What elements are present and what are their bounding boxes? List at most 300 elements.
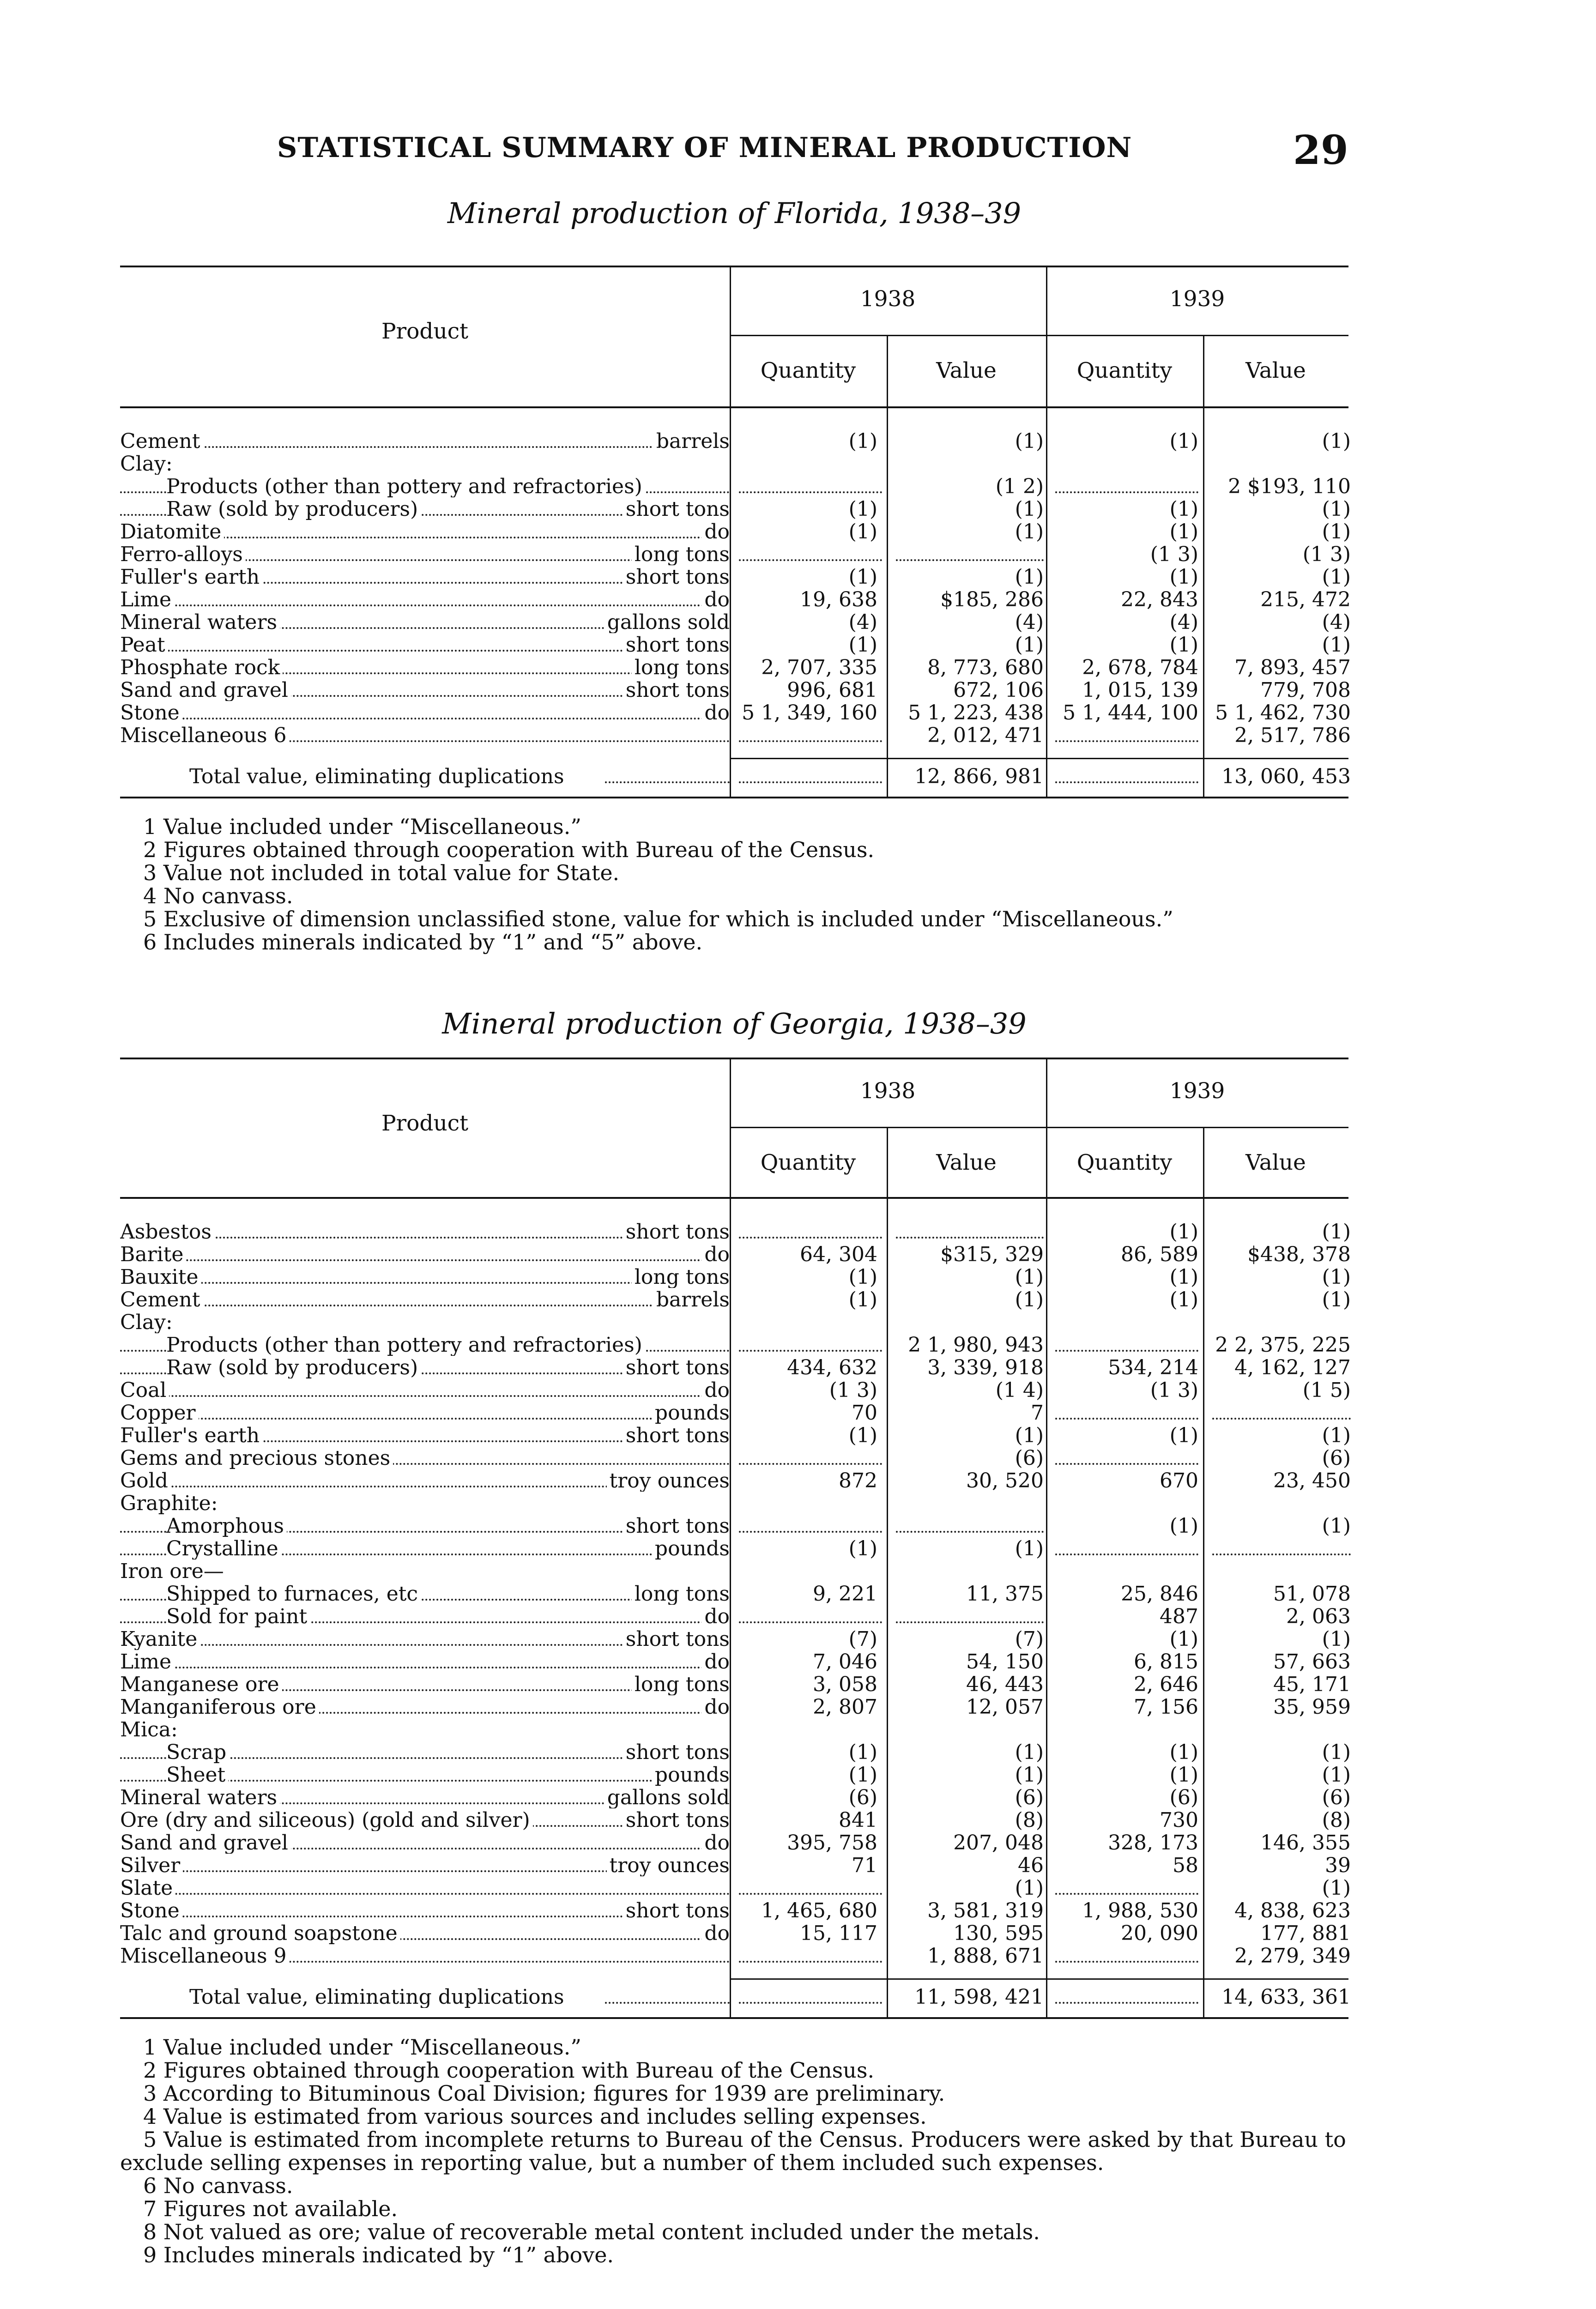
row-unit: short tons	[623, 1808, 730, 1831]
value-cell: 71	[852, 1854, 877, 1877]
footnote: 1 Value included under “Miscellaneous.”	[143, 2035, 581, 2060]
row-unit: pounds	[652, 1401, 730, 1424]
value-cell: (1)	[1169, 1763, 1198, 1787]
row-label: Stone	[120, 701, 182, 724]
row-label: Miscellaneous 6	[120, 724, 290, 746]
value-cell: 4, 162, 127	[1234, 1356, 1351, 1379]
empty-cell-leader	[1055, 1961, 1198, 1963]
total-value-cell: 13, 060, 453	[1221, 765, 1351, 788]
row-unit: barrels	[653, 429, 730, 452]
row-unit: troy ounces	[607, 1469, 730, 1492]
row-label: Lime	[120, 1650, 174, 1673]
row-label: Peat	[120, 633, 168, 656]
value-cell: $438, 378	[1247, 1243, 1351, 1266]
value-cell: (1)	[848, 633, 877, 657]
row-unit: short tons	[623, 678, 730, 701]
value-cell: (1 3)	[1302, 543, 1351, 566]
row-unit: barrels	[653, 1288, 730, 1311]
row-label-cell	[120, 1673, 730, 1695]
row-label-cell	[120, 1582, 730, 1605]
value-cell: (1)	[848, 565, 877, 589]
table-row	[120, 724, 1351, 747]
row-label-cell	[120, 1311, 730, 1333]
table-row	[120, 1537, 1348, 1559]
empty-cell-leader	[1055, 1350, 1198, 1352]
value-cell: (1)	[848, 1424, 877, 1447]
value-cell: (1)	[1015, 1876, 1044, 1900]
row-unit: short tons	[623, 565, 730, 588]
total-label-cell	[120, 765, 730, 787]
row-label: Iron ore—	[120, 1559, 227, 1582]
value-cell: (7)	[848, 1627, 877, 1651]
leader-dots	[605, 781, 730, 783]
table-row	[120, 1944, 1351, 1968]
value-cell: 25, 846	[1121, 1582, 1198, 1606]
value-cell: (1)	[1169, 520, 1198, 544]
row-label: Cement	[120, 1288, 203, 1311]
empty-cell-leader	[739, 1893, 882, 1895]
row-unit: long tons	[632, 543, 730, 565]
table-row	[120, 1627, 1351, 1651]
value-cell: (1)	[1169, 429, 1198, 453]
value-cell: (1)	[1322, 497, 1351, 521]
table-bottom-rule	[120, 797, 1348, 798]
value-cell: (1)	[1015, 1424, 1044, 1447]
value-cell: (1)	[1015, 633, 1044, 657]
value-cell: (6)	[848, 1786, 877, 1809]
row-unit: do	[701, 1243, 730, 1265]
value-cell: (4)	[1322, 610, 1351, 634]
table-caption: Mineral production of Georgia, 1938–39	[442, 1007, 1027, 1040]
table-row	[120, 1899, 1351, 1922]
year-span-rule	[730, 1127, 1348, 1128]
value-cell: 30, 520	[966, 1469, 1044, 1493]
footnote: 4 Value is estimated from various sources and includes selling expenses.	[143, 2104, 927, 2129]
value-cell: (1)	[1322, 633, 1351, 657]
value-cell: (1 3)	[1150, 1378, 1198, 1402]
value-cell: (1)	[1169, 1288, 1198, 1312]
value-cell: (1)	[1169, 1514, 1198, 1538]
row-label: Graphite:	[120, 1492, 221, 1514]
value-cell: (1 3)	[829, 1378, 877, 1402]
row-label-cell	[120, 1876, 730, 1899]
value-cell: 2, 807	[813, 1695, 877, 1719]
empty-cell-leader	[739, 1961, 882, 1963]
row-label: Manganese ore	[120, 1673, 282, 1695]
total-value-cell: 11, 598, 421	[914, 1985, 1044, 2009]
value-cell: 3, 339, 918	[927, 1356, 1044, 1379]
value-cell: (7)	[1015, 1627, 1044, 1651]
value-cell: 487	[1160, 1605, 1198, 1628]
value-cell: 2 $193, 110	[1228, 475, 1351, 498]
row-label-cell	[120, 678, 730, 701]
value-cell: (1)	[1169, 1424, 1198, 1447]
leader-dots	[120, 1259, 730, 1261]
value-cell: (1 3)	[1150, 543, 1198, 566]
value-cell: (1 2)	[995, 475, 1044, 498]
row-label: Sold for paint	[166, 1605, 310, 1627]
year-header-1938: 1938	[860, 1078, 916, 1104]
value-cell: 672, 106	[953, 678, 1044, 702]
quantity-header-1938: Quantity	[760, 1150, 856, 1175]
row-label-cell	[120, 1378, 730, 1401]
value-cell: 15, 117	[800, 1922, 877, 1945]
footnote: 1 Value included under “Miscellaneous.”	[143, 814, 581, 839]
table-row	[120, 633, 1351, 657]
table-row	[120, 610, 1351, 634]
table-row	[120, 1605, 1351, 1628]
row-unit: short tons	[623, 1627, 730, 1650]
value-cell: 64, 304	[800, 1243, 877, 1266]
total-label-cell	[120, 1985, 730, 2008]
row-label-cell	[120, 1650, 730, 1673]
row-label-cell	[120, 1786, 730, 1808]
row-label: Sheet	[166, 1763, 228, 1786]
value-cell: (1)	[1322, 520, 1351, 544]
row-label-cell	[120, 633, 730, 656]
leader-dots	[120, 446, 730, 448]
row-label: Ore (dry and siliceous) (gold and silver)	[120, 1808, 533, 1831]
value-cell: 207, 048	[953, 1831, 1044, 1855]
table-row	[120, 520, 1351, 544]
empty-cell-leader	[739, 559, 882, 561]
value-cell: 730	[1160, 1808, 1198, 1832]
table-row	[120, 497, 1351, 521]
empty-cell-leader	[1055, 740, 1198, 742]
table-row	[120, 1673, 1351, 1696]
value-cell: 7, 156	[1134, 1695, 1198, 1719]
row-label-cell	[120, 1469, 730, 1492]
row-label-cell	[120, 1446, 730, 1469]
table-row	[120, 1718, 1348, 1741]
value-cell: 5 1, 444, 100	[1063, 701, 1198, 725]
row-label: Clay:	[120, 452, 175, 475]
row-label-cell	[120, 701, 730, 724]
value-cell: 9, 221	[813, 1582, 877, 1606]
value-cell: (1)	[1015, 1288, 1044, 1312]
table-row	[120, 1288, 1351, 1312]
product-header: Product	[381, 1111, 468, 1136]
value-cell: $315, 329	[940, 1243, 1044, 1266]
value-cell: (6)	[1322, 1786, 1351, 1809]
quantity-header-1939: Quantity	[1076, 358, 1173, 383]
table-row	[120, 543, 1351, 566]
table-row	[120, 1763, 1351, 1787]
total-label: Total value, eliminating duplications	[189, 1985, 567, 2008]
row-label-cell	[120, 1808, 730, 1831]
row-unit: gallons sold	[605, 610, 730, 633]
table-row	[120, 1695, 1351, 1719]
table-row	[120, 1220, 1351, 1244]
leader-dots	[120, 604, 730, 606]
value-cell: (1)	[1169, 1265, 1198, 1289]
table-row	[120, 1582, 1351, 1606]
row-label-cell	[120, 1922, 730, 1944]
value-cell: 2 2, 375, 225	[1215, 1333, 1351, 1357]
row-unit: long tons	[632, 1582, 730, 1605]
row-label-cell	[120, 1854, 730, 1876]
row-label: Bauxite	[120, 1265, 201, 1288]
value-cell: 11, 375	[966, 1582, 1044, 1606]
value-cell: 177, 881	[1260, 1922, 1351, 1945]
value-cell: 46	[1018, 1854, 1044, 1877]
row-unit: do	[701, 1922, 730, 1944]
row-label: Diatomite	[120, 520, 224, 543]
page-number: 29	[1293, 127, 1348, 174]
value-cell: 7, 046	[813, 1650, 877, 1674]
value-cell: (1)	[1169, 565, 1198, 589]
value-cell: 2, 517, 786	[1234, 724, 1351, 747]
empty-cell-leader	[1055, 2002, 1198, 2004]
value-cell: 3, 581, 319	[927, 1899, 1044, 1922]
value-cell: (1)	[1322, 565, 1351, 589]
table-row	[120, 1831, 1351, 1855]
row-label-cell	[120, 724, 730, 746]
value-cell: 670	[1160, 1469, 1198, 1493]
value-cell: 534, 214	[1108, 1356, 1198, 1379]
total-value-cell: 12, 866, 981	[914, 765, 1044, 788]
row-label: Talc and ground soapstone	[120, 1922, 400, 1944]
empty-cell-leader	[896, 559, 1044, 561]
value-cell: (1)	[1169, 1220, 1198, 1244]
value-cell: (1)	[1322, 1741, 1351, 1764]
table-row	[120, 1876, 1351, 1900]
value-cell: (4)	[848, 610, 877, 634]
value-cell: 2 1, 980, 943	[908, 1333, 1044, 1357]
footnote: 6 Includes minerals indicated by “1” and “5” above.	[143, 930, 703, 955]
value-cell: 2, 012, 471	[927, 724, 1044, 747]
value-cell: (1)	[1169, 633, 1198, 657]
empty-cell-leader	[1055, 1418, 1198, 1420]
table-row	[120, 588, 1351, 611]
value-cell: 45, 171	[1273, 1673, 1351, 1696]
row-label-cell	[120, 1265, 730, 1288]
value-cell: 146, 355	[1260, 1831, 1351, 1855]
table-row	[120, 1243, 1351, 1266]
year-header-1939: 1939	[1169, 1078, 1225, 1104]
row-label: Mineral waters	[120, 1786, 280, 1808]
value-cell: (1)	[1015, 497, 1044, 521]
value-cell: (6)	[1169, 1786, 1198, 1809]
row-label: Gems and precious stones	[120, 1446, 393, 1469]
empty-cell-leader	[1055, 1893, 1198, 1895]
row-label: Miscellaneous 9	[120, 1944, 290, 1967]
table-row	[120, 1786, 1351, 1809]
row-unit: short tons	[623, 1514, 730, 1537]
row-label: Products (other than pottery and refractories)	[166, 475, 645, 497]
row-label-cell	[120, 429, 730, 452]
table-row	[120, 1559, 1348, 1582]
value-cell: 22, 843	[1121, 588, 1198, 611]
table-row	[120, 1808, 1351, 1832]
table-row	[120, 475, 1351, 498]
row-label: Products (other than pottery and refractories)	[166, 1333, 645, 1356]
row-label-cell	[120, 1537, 730, 1559]
quantity-header-1938: Quantity	[760, 358, 856, 383]
table-row	[120, 1741, 1351, 1764]
empty-cell-leader	[896, 1531, 1044, 1533]
value-cell: (1)	[1169, 1741, 1198, 1764]
value-cell: 434, 632	[787, 1356, 877, 1379]
value-cell: 841	[839, 1808, 877, 1832]
value-cell: (1)	[848, 497, 877, 521]
value-cell: (4)	[1015, 610, 1044, 634]
row-unit: short tons	[623, 1741, 730, 1763]
row-label: Lime	[120, 588, 174, 610]
table-row	[120, 1922, 1351, 1945]
row-label-cell	[120, 1514, 730, 1537]
row-label: Mica:	[120, 1718, 181, 1741]
value-cell: 130, 595	[953, 1922, 1044, 1945]
table-row	[120, 701, 1351, 725]
row-label: Kyanite	[120, 1627, 200, 1650]
row-label: Sand and gravel	[120, 678, 291, 701]
row-label: Phosphate rock	[120, 656, 283, 678]
row-label-cell	[120, 565, 730, 588]
row-unit: short tons	[623, 1220, 730, 1243]
row-label: Manganiferous ore	[120, 1695, 319, 1718]
table-row	[120, 1854, 1351, 1877]
table-bottom-rule	[120, 2017, 1348, 2019]
value-cell: 2, 279, 349	[1234, 1944, 1351, 1968]
value-cell: (8)	[1322, 1808, 1351, 1832]
table-row	[120, 429, 1351, 453]
empty-cell-leader	[896, 1237, 1044, 1239]
value-cell: 20, 090	[1121, 1922, 1198, 1945]
value-cell: (1)	[1322, 1424, 1351, 1447]
value-cell: (1)	[1015, 1763, 1044, 1787]
empty-cell-leader	[739, 1237, 882, 1239]
empty-cell-leader	[1055, 1553, 1198, 1555]
empty-cell-leader	[739, 1350, 882, 1352]
row-unit: long tons	[632, 1673, 730, 1695]
footnote: 4 No canvass.	[143, 883, 293, 908]
empty-cell-leader	[1212, 1553, 1351, 1555]
total-value-cell: 14, 633, 361	[1221, 1985, 1351, 2009]
year-span-rule	[730, 335, 1348, 336]
table-row	[120, 1401, 1348, 1424]
row-label: Slate	[120, 1876, 175, 1899]
row-label-cell	[120, 1695, 730, 1718]
total-row	[120, 1985, 1351, 2009]
row-label: Ferro-alloys	[120, 543, 246, 565]
row-label-cell	[120, 1899, 730, 1922]
row-label-cell	[120, 1741, 730, 1763]
value-cell: 4, 838, 623	[1234, 1899, 1351, 1922]
table-row	[120, 1424, 1351, 1447]
value-cell: (1)	[1322, 1876, 1351, 1900]
row-label-cell	[120, 1401, 730, 1424]
row-label-cell	[120, 610, 730, 633]
empty-cell-leader	[1055, 1463, 1198, 1465]
row-label-cell	[120, 1559, 730, 1582]
row-label: Barite	[120, 1243, 186, 1265]
value-cell: (1)	[1322, 1220, 1351, 1244]
row-label: Amorphous	[166, 1514, 287, 1537]
row-unit: short tons	[623, 1356, 730, 1378]
empty-cell-leader	[739, 1463, 882, 1465]
table-row	[120, 452, 1348, 475]
value-cell: 35, 959	[1273, 1695, 1351, 1719]
row-unit: do	[701, 1831, 730, 1854]
leader-dots	[605, 2002, 730, 2004]
table-row	[120, 1378, 1351, 1402]
value-cell: 70	[852, 1401, 877, 1425]
row-label-cell	[120, 588, 730, 610]
value-cell: (1)	[1015, 1265, 1044, 1289]
value-cell: (1)	[1322, 1514, 1351, 1538]
value-cell: (1)	[848, 1265, 877, 1289]
row-unit: do	[701, 1650, 730, 1673]
value-cell: 5 1, 223, 438	[908, 701, 1044, 725]
empty-cell-leader	[896, 1621, 1044, 1623]
value-cell: (1)	[1015, 1741, 1044, 1764]
value-cell: $185, 286	[940, 588, 1044, 611]
row-unit: short tons	[623, 633, 730, 656]
table-row	[120, 1446, 1351, 1470]
value-cell: (1)	[1322, 1265, 1351, 1289]
value-cell: 5 1, 462, 730	[1215, 701, 1351, 725]
footnote: 9 Includes minerals indicated by “1” above.	[143, 2243, 614, 2267]
value-cell: (1)	[1322, 429, 1351, 453]
value-cell: (6)	[1322, 1446, 1351, 1470]
empty-cell-leader	[1212, 1418, 1351, 1420]
value-header-1939: Value	[1245, 358, 1306, 383]
row-label-cell	[120, 1627, 730, 1650]
value-header-1939: Value	[1245, 1150, 1306, 1175]
value-cell: 872	[839, 1469, 877, 1493]
row-label-cell	[120, 1333, 730, 1356]
value-cell: 2, 063	[1286, 1605, 1351, 1628]
value-cell: 39	[1325, 1854, 1351, 1877]
table-row	[120, 1265, 1351, 1289]
table-row	[120, 1356, 1351, 1379]
value-cell: (1)	[1169, 1627, 1198, 1651]
footnotes	[120, 2036, 1348, 2267]
footnote: 3 According to Bituminous Coal Division; figures for 1939 are preliminary.	[143, 2081, 945, 2106]
value-cell: (1)	[848, 1537, 877, 1560]
total-row	[120, 765, 1351, 788]
row-label: Crystalline	[166, 1537, 281, 1559]
value-cell: 5 1, 349, 160	[742, 701, 877, 725]
leader-dots	[120, 718, 730, 719]
value-cell: (1)	[1322, 1763, 1351, 1787]
row-label-cell	[120, 1718, 730, 1741]
row-unit: do	[701, 588, 730, 610]
value-header-1938: Value	[936, 358, 997, 383]
value-cell: (1)	[1015, 565, 1044, 589]
row-label: Coal	[120, 1378, 169, 1401]
row-label: Mineral waters	[120, 610, 280, 633]
value-cell: 6, 815	[1134, 1650, 1198, 1674]
table-row	[120, 1514, 1351, 1538]
row-unit: do	[701, 701, 730, 724]
value-cell: 7, 893, 457	[1234, 656, 1351, 679]
row-label-cell	[120, 1288, 730, 1311]
table-row	[120, 678, 1351, 702]
row-label: Clay:	[120, 1311, 175, 1333]
value-cell: 86, 589	[1121, 1243, 1198, 1266]
value-cell: (1)	[1169, 497, 1198, 521]
row-label-cell	[120, 543, 730, 565]
value-cell: (6)	[1015, 1786, 1044, 1809]
empty-cell-leader	[739, 781, 882, 783]
value-cell: 23, 450	[1273, 1469, 1351, 1493]
row-label-cell	[120, 520, 730, 543]
value-cell: (4)	[1169, 610, 1198, 634]
value-cell: (1)	[848, 1741, 877, 1764]
value-cell: (1 4)	[995, 1378, 1044, 1402]
